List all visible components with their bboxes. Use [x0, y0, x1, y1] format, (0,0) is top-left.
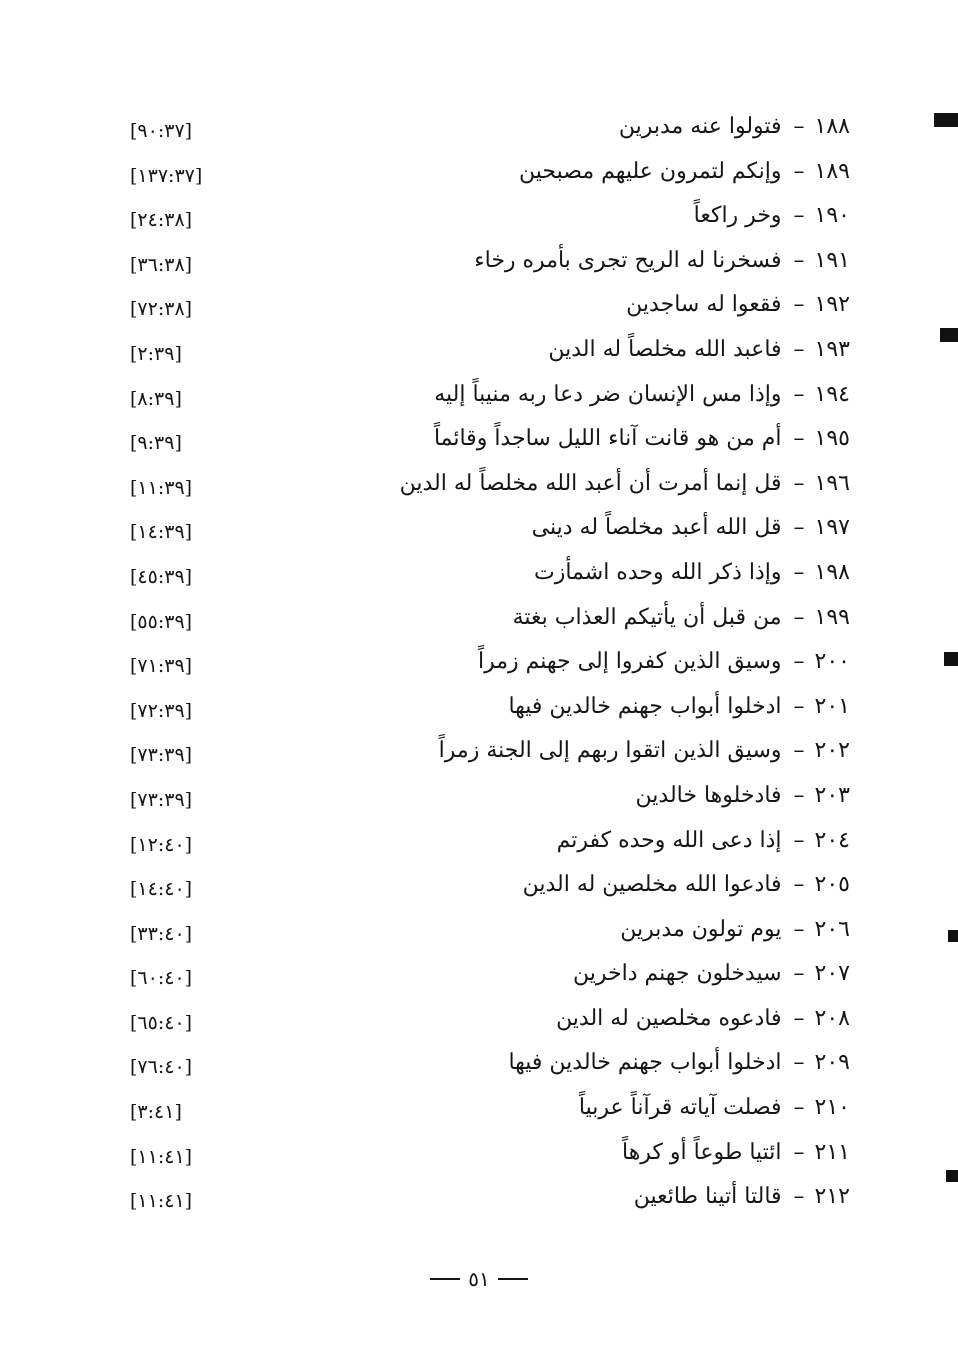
entry-number: ٢٠٤	[814, 827, 850, 853]
verse-text-line	[573, 957, 850, 991]
verse-text-line	[636, 779, 850, 813]
verse-reference: [٦٥:٤٠]	[130, 1011, 193, 1034]
verse-row	[0, 240, 958, 285]
footer-rule	[430, 1278, 460, 1280]
entry-number: ٢٠٧	[814, 961, 850, 987]
verse-text: فصلت آياته قرآناً عربياً	[578, 1095, 782, 1121]
verse-text: فاعبد الله مخلصاً له الدين	[548, 336, 782, 362]
verse-text-line	[513, 601, 850, 635]
verse-text: وإذا مس الإنسان ضر دعا ربه منيباً إليه	[434, 381, 782, 407]
verse-text: قل إنما أمرت أن أعبد الله مخلصاً له الدين	[399, 470, 782, 496]
page-footer	[0, 1262, 958, 1294]
verse-text-line	[519, 155, 850, 189]
verse-text-line	[478, 645, 850, 679]
verse-row	[0, 418, 958, 463]
verse-reference: [٣٦:٣٨]	[130, 253, 193, 276]
verse-text-line	[619, 110, 850, 144]
entry-dash: –	[793, 292, 805, 318]
verse-text-line	[508, 690, 850, 724]
verse-row	[0, 953, 958, 998]
verse-text-line	[626, 288, 850, 322]
verse-list	[0, 106, 958, 1221]
entry-dash: –	[793, 158, 805, 184]
entry-dash: –	[793, 470, 805, 496]
entry-dash: –	[793, 1139, 805, 1165]
verse-text-line	[622, 1136, 850, 1170]
verse-text: وسيق الذين كفروا إلى جهنم زمراً	[477, 649, 782, 675]
entry-number: ٢٠٢	[814, 738, 850, 764]
verse-text: إذا دعى الله وحده كفرتم	[556, 827, 782, 853]
verse-reference: [٨:٣٩]	[130, 387, 182, 410]
verse-row	[0, 106, 958, 151]
verse-text-line	[508, 1046, 850, 1080]
verse-text: فتولوا عنه مدبرين	[618, 114, 782, 139]
verse-text-line	[434, 378, 850, 412]
verse-text-line	[557, 824, 850, 858]
entry-dash: –	[793, 827, 805, 853]
verse-row	[0, 284, 958, 329]
verse-row	[0, 329, 958, 374]
verse-row	[0, 864, 958, 909]
verse-reference: [٢٤:٣٨]	[130, 209, 193, 232]
verse-reference: [٩:٣٩]	[130, 432, 182, 455]
verse-row	[0, 507, 958, 552]
entry-number: ١٨٩	[814, 158, 850, 184]
entry-dash: –	[793, 916, 805, 942]
entry-number: ١٩٧	[814, 515, 850, 541]
entry-dash: –	[793, 693, 805, 719]
entry-number: ١٩٣	[814, 336, 850, 362]
verse-reference: [٤٥:٣٩]	[130, 565, 193, 588]
verse-text: ادخلوا أبواب جهنم خالدين فيها	[508, 1050, 782, 1076]
verse-text-line	[534, 556, 850, 590]
verse-reference: [٧٦:٤٠]	[130, 1056, 193, 1079]
entry-number: ١٩٠	[814, 203, 850, 229]
verse-reference: [٣:٤١]	[130, 1101, 182, 1124]
entry-dash: –	[793, 203, 805, 229]
verse-text: من قبل أن يأتيكم العذاب بغتة	[512, 604, 782, 630]
verse-reference: [١٣٧:٣٧]	[130, 164, 203, 187]
verse-reference: [٧٣:٣٩]	[130, 744, 193, 767]
entry-dash: –	[793, 114, 805, 139]
verse-row	[0, 552, 958, 597]
verse-row	[0, 1176, 958, 1221]
verse-text-line	[474, 244, 850, 278]
entry-number: ٢١١	[814, 1139, 850, 1165]
verse-reference: [١١:٤١]	[130, 1190, 193, 1213]
verse-reference: [٩٠:٣٧]	[130, 120, 193, 142]
entry-number: ١٩٢	[814, 292, 850, 318]
page-number: ٥١	[468, 1266, 490, 1291]
verse-row	[0, 151, 958, 196]
entry-dash: –	[793, 738, 805, 764]
verse-row	[0, 730, 958, 775]
verse-row	[0, 820, 958, 865]
verse-row	[0, 1087, 958, 1132]
verse-text: فادعوه مخلصين له الدين	[556, 1005, 782, 1031]
verse-text-line	[579, 1091, 850, 1125]
entry-dash: –	[793, 559, 805, 585]
entry-number: ٢٠٦	[814, 916, 850, 942]
entry-number: ٢١٢	[814, 1184, 850, 1210]
entry-dash: –	[793, 336, 805, 362]
entry-number: ٢٠٥	[814, 872, 850, 898]
verse-row	[0, 686, 958, 731]
verse-row	[0, 195, 958, 240]
entry-number: ١٩٥	[814, 426, 850, 452]
verse-text: فادعوا الله مخلصين له الدين	[522, 872, 782, 898]
entry-dash: –	[793, 649, 805, 675]
verse-reference: [١١:٤١]	[130, 1145, 193, 1168]
verse-text-line	[523, 868, 850, 902]
verse-text: فقعوا له ساجدين	[626, 292, 782, 318]
verse-text: سيدخلون جهنم داخرين	[572, 961, 782, 987]
verse-text-line	[434, 422, 850, 456]
verse-text-line	[400, 467, 850, 501]
verse-text: وسيق الذين اتقوا ربهم إلى الجنة زمراً	[438, 738, 782, 764]
entry-dash: –	[793, 872, 805, 898]
verse-reference: [٧٢:٣٩]	[130, 699, 193, 722]
entry-dash: –	[793, 247, 805, 273]
entry-number: ٢٠٩	[814, 1050, 850, 1076]
verse-text-line	[439, 734, 850, 768]
verse-row	[0, 909, 958, 954]
verse-text: قل الله أعبد مخلصاً له دينى	[531, 515, 782, 541]
verse-text: أم من هو قانت آناء الليل ساجداً وقائماً	[433, 426, 782, 452]
entry-number: ٢٠٣	[814, 782, 850, 808]
verse-reference: [١٤:٤٠]	[130, 878, 193, 901]
entry-number: ٢٠١	[814, 693, 850, 719]
verse-reference: [١٤:٣٩]	[130, 521, 193, 544]
verse-reference: [١٢:٤٠]	[130, 833, 193, 856]
entry-number: ٢١٠	[814, 1095, 850, 1121]
entry-number: ١٩٦	[814, 470, 850, 496]
entry-dash: –	[793, 604, 805, 630]
entry-dash: –	[793, 515, 805, 541]
verse-reference: [٧٣:٣٩]	[130, 788, 193, 811]
verse-reference: [٧٢:٣٨]	[130, 298, 193, 321]
entry-number: ١٩٨	[814, 559, 850, 585]
verse-text: فادخلوها خالدين	[635, 782, 782, 808]
verse-text: فسخرنا له الريح تجرى بأمره رخاء	[474, 247, 782, 273]
verse-row	[0, 463, 958, 508]
entry-number: ٢٠٨	[814, 1005, 850, 1031]
verse-row	[0, 374, 958, 419]
verse-row	[0, 1132, 958, 1177]
verse-text: يوم تولون مدبرين	[620, 916, 782, 942]
entry-number: ٢٠٠	[814, 649, 850, 675]
verse-text-line	[620, 913, 850, 947]
verse-text-line	[634, 1180, 850, 1214]
entry-dash: –	[793, 1005, 805, 1031]
verse-text: وخر راكعاً	[693, 203, 782, 229]
verse-text-line	[532, 511, 850, 545]
verse-text: قالتا أتينا طائعين	[633, 1184, 782, 1210]
verse-text: ائتيا طوعاً أو كرهاً	[621, 1139, 782, 1165]
entry-number: ١٨٨	[814, 114, 850, 139]
entry-dash: –	[793, 1184, 805, 1210]
verse-text: وإنكم لتمرون عليهم مصبحين	[519, 158, 782, 184]
verse-text: وإذا ذكر الله وحده اشمأزت	[534, 559, 782, 585]
verse-text-line	[556, 1002, 850, 1036]
entry-dash: –	[793, 1050, 805, 1076]
verse-reference: [٦٠:٤٠]	[130, 967, 193, 990]
entry-dash: –	[793, 381, 805, 407]
verse-row	[0, 998, 958, 1043]
entry-number: ١٩٤	[814, 381, 850, 407]
verse-reference: [١١:٣٩]	[130, 476, 193, 499]
verse-row	[0, 775, 958, 820]
verse-row	[0, 597, 958, 642]
verse-text: ادخلوا أبواب جهنم خالدين فيها	[508, 693, 782, 719]
entry-dash: –	[793, 782, 805, 808]
verse-reference: [٢:٣٩]	[130, 342, 182, 365]
verse-reference: [٣٣:٤٠]	[130, 922, 193, 945]
entry-dash: –	[793, 426, 805, 452]
entry-dash: –	[793, 1095, 805, 1121]
verse-reference: [٧١:٣٩]	[130, 655, 193, 678]
entry-number: ١٩١	[814, 247, 850, 273]
verse-reference: [٥٥:٣٩]	[130, 610, 193, 633]
entry-number: ١٩٩	[814, 604, 850, 630]
verse-row	[0, 641, 958, 686]
entry-dash: –	[793, 961, 805, 987]
verse-text-line	[694, 199, 850, 233]
verse-text-line	[548, 333, 850, 367]
verse-row	[0, 1042, 958, 1087]
footer-rule	[498, 1278, 528, 1280]
